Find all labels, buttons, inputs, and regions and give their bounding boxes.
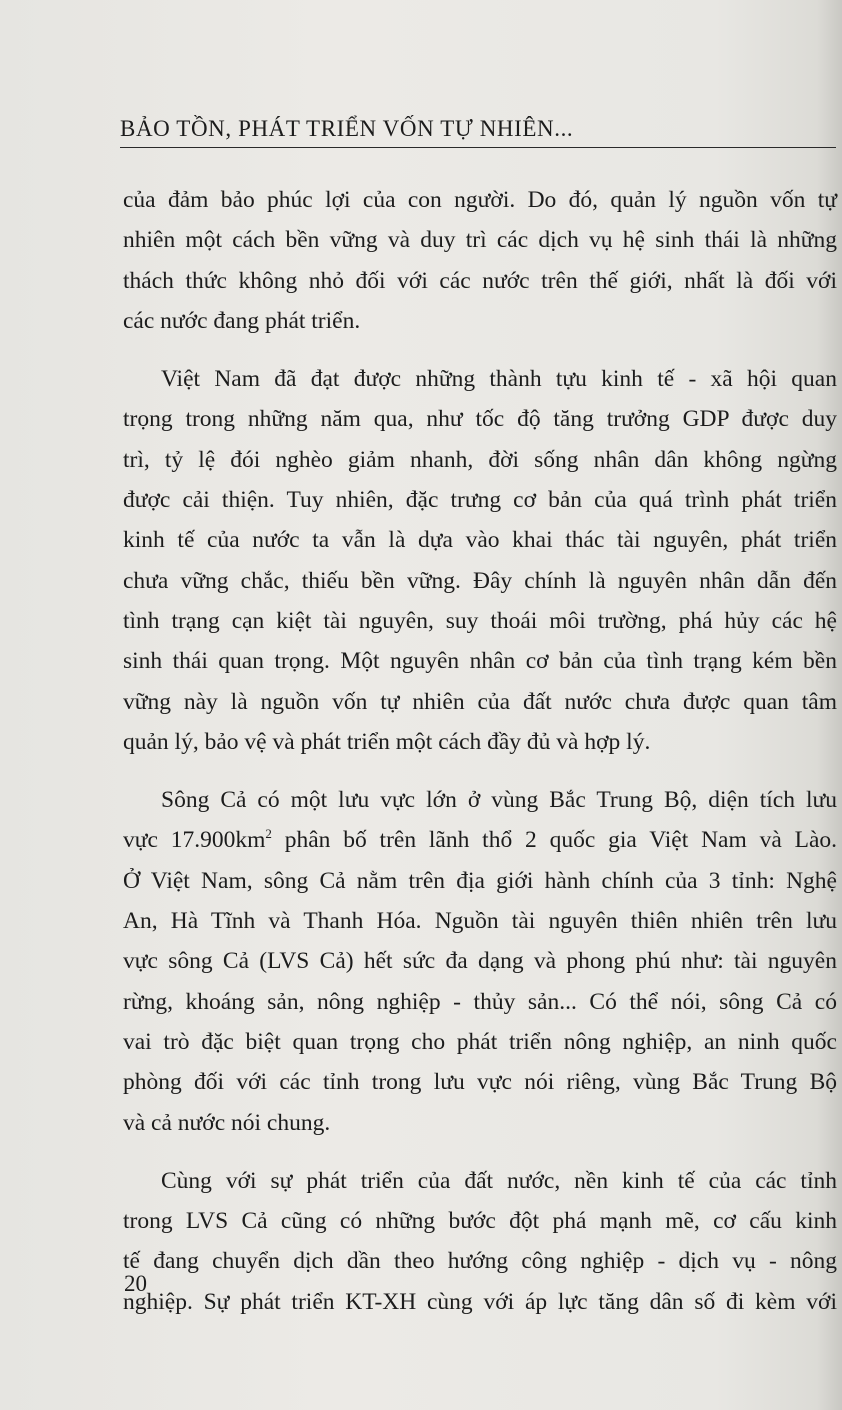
text-line: rừng, khoáng sản, nông nghiệp - thủy sản... Có thể nói, sông Cả có bbox=[123, 988, 837, 1015]
text-line: kinh tế của nước ta vẫn là dựa vào khai thác tài nguyên, phát triển bbox=[123, 527, 837, 554]
running-header: BẢO TỒN, PHÁT TRIỂN VỐN TỰ NHIÊN... bbox=[120, 116, 574, 141]
text-line: nhiên một cách bền vững và duy trì các dịch vụ hệ sinh thái là những bbox=[123, 227, 837, 254]
text-line: An, Hà Tĩnh và Thanh Hóa. Nguồn tài nguyên thiên nhiên trên lưu bbox=[123, 908, 837, 935]
paragraph-3 bbox=[123, 780, 837, 1143]
text-line: sinh thái quan trọng. Một nguyên nhân cơ bản của tình trạng kém bền bbox=[123, 648, 837, 675]
text-line: tình trạng cạn kiệt tài nguyên, suy thoái môi trường, phá hủy các hệ bbox=[123, 607, 837, 634]
paragraph-4 bbox=[123, 1161, 837, 1322]
text-line: được cải thiện. Tuy nhiên, đặc trưng cơ bản của quá trình phát triển bbox=[123, 487, 837, 514]
text-line: Ở Việt Nam, sông Cả nằm trên địa giới hành chính của 3 tỉnh: Nghệ bbox=[123, 867, 837, 894]
text-run: vực 17.900km bbox=[123, 827, 266, 854]
text-line: tế đang chuyển dịch dần theo hướng công nghiệp - dịch vụ - nông bbox=[123, 1248, 837, 1275]
text-line: trọng trong những năm qua, như tốc độ tăng trưởng GDP được duy bbox=[123, 406, 837, 433]
paragraph-1 bbox=[123, 180, 837, 341]
text-line: vực sông Cả (LVS Cả) hết sức đa dạng và phong phú như: tài nguyên bbox=[123, 948, 837, 975]
text-line: vai trò đặc biệt quan trọng cho phát triển nông nghiệp, an ninh quốc bbox=[123, 1028, 837, 1055]
text-line: thách thức không nhỏ đối với các nước trên thế giới, nhất là đối với bbox=[123, 267, 837, 294]
text-line: chưa vững chắc, thiếu bền vững. Đây chính là nguyên nhân dẫn đến bbox=[123, 567, 837, 594]
text-line: của đảm bảo phúc lợi của con người. Do đó, quản lý nguồn vốn tự bbox=[123, 187, 837, 213]
text-line: Sông Cả có một lưu vực lớn ở vùng Bắc Trung Bộ, diện tích lưu bbox=[161, 787, 837, 814]
text-line: quản lý, bảo vệ và phát triển một cách đầy đủ và hợp lý. bbox=[123, 728, 651, 755]
text-line: và cả nước nói chung. bbox=[123, 1109, 331, 1136]
text-line: nghiệp. Sự phát triển KT-XH cùng với áp lực tăng dân số đi kèm với bbox=[123, 1288, 837, 1315]
superscript: 2 bbox=[265, 826, 272, 842]
text-line: trong LVS Cả cũng có những bước đột phá mạnh mẽ, cơ cấu kinh bbox=[123, 1208, 837, 1235]
text-line: Cùng với sự phát triển của đất nước, nền kinh tế của các tỉnh bbox=[161, 1167, 837, 1194]
text-line: Việt Nam đã đạt được những thành tựu kinh tế - xã hội quan bbox=[161, 366, 837, 393]
text-line: trì, tỷ lệ đói nghèo giảm nhanh, đời sống nhân dân không ngừng bbox=[123, 446, 837, 473]
text-line: vững này là nguồn vốn tự nhiên của đất nước chưa được quan tâm bbox=[123, 688, 837, 715]
page-number: 20 bbox=[124, 1271, 147, 1296]
body-text bbox=[123, 180, 837, 1340]
text-line: phòng đối với các tỉnh trong lưu vực nói riêng, vùng Bắc Trung Bộ bbox=[123, 1069, 837, 1096]
header-rule bbox=[120, 147, 836, 148]
paragraph-2 bbox=[123, 359, 837, 762]
text-run: phân bố trên lãnh thổ 2 quốc gia Việt Nam và Lào. bbox=[271, 827, 837, 854]
text-line-with-superscript bbox=[123, 820, 837, 860]
text-line: các nước đang phát triển. bbox=[123, 307, 361, 334]
